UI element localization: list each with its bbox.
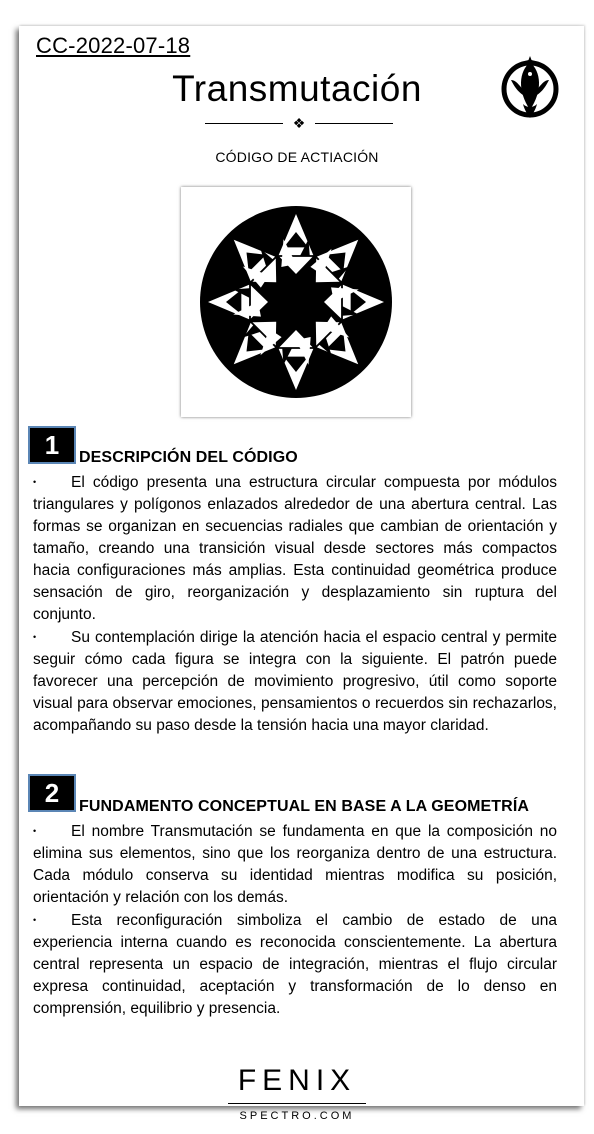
- mandala-image: [181, 187, 411, 417]
- geometric-mandala-icon: [181, 187, 411, 417]
- bullet: •: [33, 632, 37, 642]
- paragraph: [33, 909, 557, 1020]
- paragraph: [33, 626, 557, 737]
- paragraph-text: El código presenta una estructura circular compuesta por módulos triangulares y polígonos enlazados alrededor de una abertura central. Las formas se organizan en secuencias radiales que cambian de orientación y tamaño, creando una transición visual desde sectores más compactos hacia configuraciones más amplias. Esta continuidad geométrica produce sensación de giro, reorganización y desplazamiento sin ruptura del conjunto.: [33, 474, 557, 623]
- paragraph-text: Su contemplación dirige la atención hacia el espacio central y permite seguir cómo cada figura se integra con la siguiente. El patrón puede favorecer una percepción de movimiento progresivo, útil como soporte visual para observar emociones, pensamientos o recuerdos sin rechazarlos, acompañando su paso desde la tensión hacia una mayor claridad.: [33, 629, 557, 734]
- diamond-ornament-icon: ❖: [292, 115, 306, 131]
- section-number-badge: 1: [30, 428, 74, 462]
- bullet: •: [33, 915, 37, 925]
- paragraph: [33, 820, 557, 909]
- footer-site: SPECTRO.COM: [239, 1110, 355, 1122]
- divider-line-right: [315, 123, 393, 124]
- footer-divider: [228, 1103, 366, 1104]
- paragraph: [33, 471, 557, 626]
- bullet: •: [33, 477, 37, 487]
- footer-brand: FENIX: [237, 1064, 357, 1097]
- title-divider: [205, 114, 393, 132]
- code-reference: CC-2022-07-18: [36, 33, 191, 58]
- section-heading: FUNDAMENTO CONCEPTUAL EN BASE A LA GEOMETRÍA: [79, 798, 530, 815]
- section-body: [33, 471, 557, 737]
- page-title: Transmutación: [172, 68, 422, 109]
- divider-line-left: [205, 123, 283, 124]
- paragraph-text: Esta reconfiguración simboliza el cambio de estado de una experiencia interna cuando es reconocida conscientemente. La abertura central representa un espacio de integración, mientras el flujo circular expresa continuidad, aceptación y transformación de lo denso en comprensión, equilibrio y presencia.: [33, 912, 557, 1017]
- section-heading: DESCRIPCIÓN DEL CÓDIGO: [79, 449, 298, 466]
- phoenix-logo-icon: [497, 50, 563, 120]
- page-subtitle: CÓDIGO DE ACTIACIÓN: [215, 149, 379, 165]
- section-number-badge: 2: [30, 776, 74, 810]
- paragraph-text: El nombre Transmutación se fundamenta en que la composición no elimina sus elementos, sino que los reorganiza dentro de una estructura. Cada módulo conserva su identidad mientras modifica su posición, orientación y relación con los demás.: [33, 823, 557, 906]
- section-body: [33, 820, 557, 1020]
- bullet: •: [33, 826, 37, 836]
